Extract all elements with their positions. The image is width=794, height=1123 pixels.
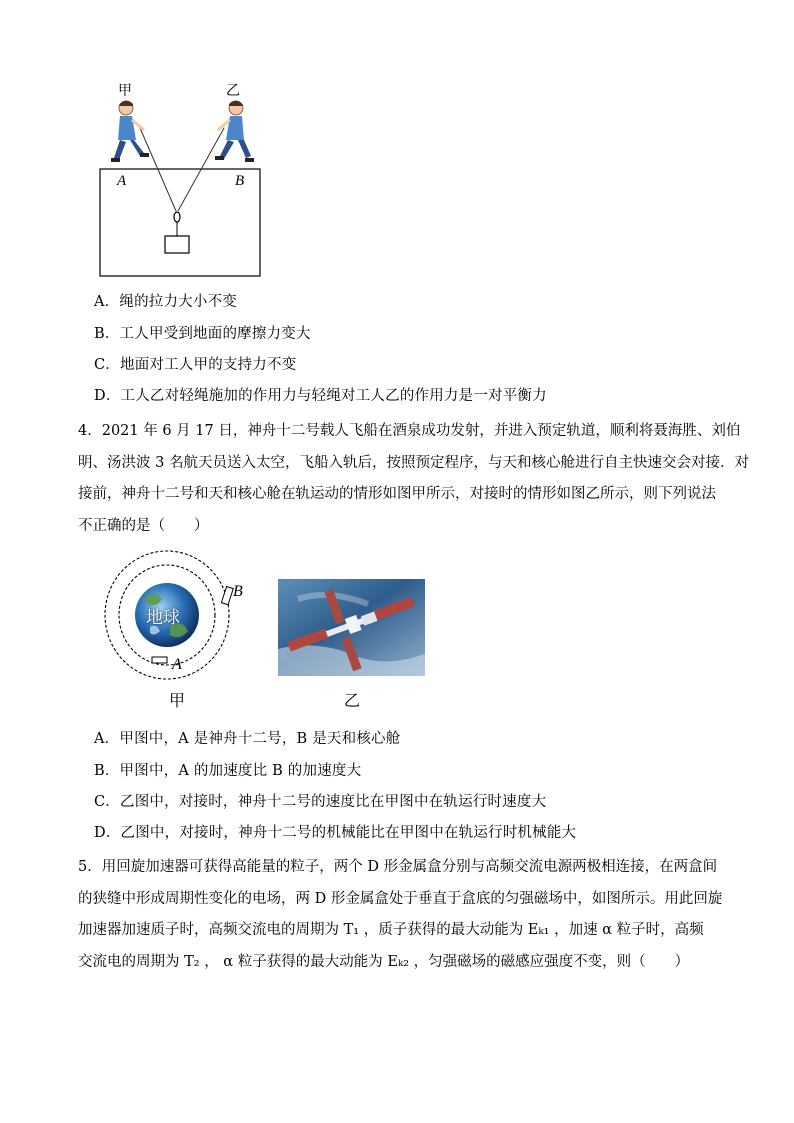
q5-line-2: 的狭缝中形成周期性变化的电场，两 D 形金属盒处于垂直于盒底的匀强磁场中，如图所示。用此回旋 — [78, 890, 723, 907]
space-station-image — [278, 579, 425, 676]
caption-yi: 乙 — [344, 691, 361, 710]
label-jia: 甲 — [118, 83, 132, 99]
q4-line-1: 4．2021 年 6 月 17 日，神舟十二号载人飞船在酒泉成功发射，并进入预定轨道，顺利将聂海胜、刘伯 — [78, 423, 741, 439]
worker-jia-icon — [111, 101, 149, 162]
q3-option-b: B．工人甲受到地面的摩擦力变大 — [94, 326, 311, 342]
satellite-b-icon — [221, 586, 233, 604]
q4-option-c: C．乙图中，对接时，神舟十二号的速度比在甲图中在轨运行时速度大 — [94, 794, 547, 810]
q4-option-d: D．乙图中，对接时，神舟十二号的机械能比在甲图中在轨运行时机械能大 — [94, 825, 577, 841]
q5-line-1: 5．用回旋加速器可获得高能量的粒子，两个 D 形金属盒分别与高频交流电源两极相连接，在两盒间 — [78, 859, 718, 875]
q4-line-2: 明、汤洪波 3 名航天员送入太空，飞船入轨后，按照预定程序，与天和核心舱进行自主快速交会对接．对 — [78, 454, 749, 471]
q4-option-a: A．甲图中，A 是神舟十二号，B 是天和核心舱 — [94, 731, 401, 747]
label-B: B — [235, 173, 245, 189]
q5-line-3: 加速器加速质子时，高频交流电的周期为 T₁ ，质子获得的最大动能为 Eₖ₁ ，加速 α 粒子时，高频 — [78, 922, 704, 938]
orbit-label-A: A — [172, 656, 182, 673]
caption-jia: 甲 — [169, 691, 186, 710]
q4-line-4: 不正确的是（ ） — [78, 517, 209, 534]
q4-line-3: 接前，神舟十二号和天和核心舱在轨运动的情形如图甲所示，对接时的情形如图乙所示，则下列说法 — [78, 486, 716, 502]
q4-stem — [78, 416, 749, 542]
satellite-a-icon — [152, 657, 167, 663]
orbit-label-B: B — [233, 583, 243, 600]
label-A: A — [117, 173, 127, 189]
q5-stem — [78, 852, 722, 978]
q3-option-c: C．地面对工人甲的支持力不变 — [94, 357, 297, 373]
earth-label: 地球 — [146, 608, 180, 628]
q4-option-b: B．甲图中，A 的加速度比 B 的加速度大 — [94, 763, 362, 779]
q5-line-4: 交流电的周期为 T₂ ， α 粒子获得的最大动能为 Eₖ₂ ，匀强磁场的磁感应强度不变，则（ ） — [78, 953, 690, 970]
label-yi: 乙 — [226, 83, 240, 99]
q3-option-a: A．绳的拉力大小不变 — [94, 294, 237, 310]
space-station-photo — [278, 579, 425, 676]
q3-option-d: D．工人乙对轻绳施加的作用力与轻绳对工人乙的作用力是一对平衡力 — [94, 388, 547, 404]
worker-yi-icon — [215, 101, 254, 162]
